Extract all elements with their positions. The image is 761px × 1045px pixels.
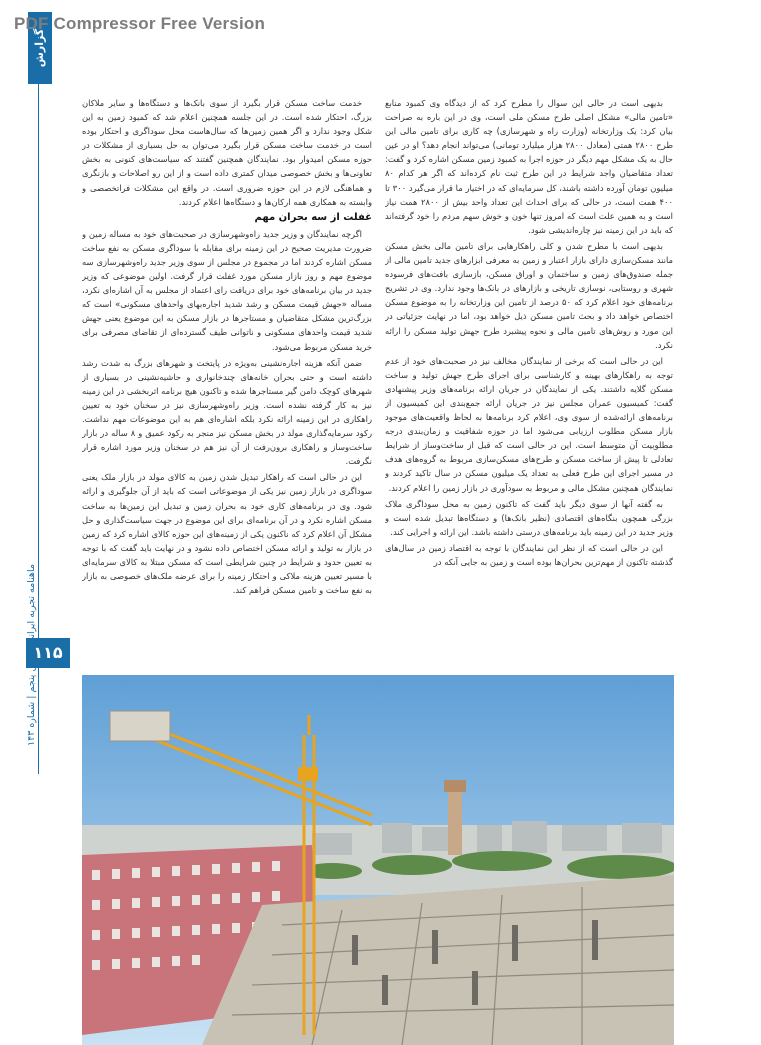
paragraph: خدمت ساخت مسکن قرار بگیرد از سوی بانک‌ها و دستگاه‌ها و سایر ملاکان بزرگ، احتکار شده است. در این جلسه همچنین اعلام شد که کمبود زمین به این شکل وجود ندارد و اگر همین زمین‌ها که سال‌هاست محل سوداگری و احتکار بوده است در خدمت ساخت مسکن قرار بگیرد می‌توان به حل بسیاری از مشکلات در حوزه مسکن امیدوار بود. نمایندگان همچنین گفتند که سیاست‌های کنونی به بخش تعاونی‌ها و بخش خصوصی میدان کمتری داده است و از این رو اصلاحات و بازنگری و هماهنگی لازم در این حوزه ضروری است. در واقع این مشکلات فراتخصصی و وابسته به همکاری همه ارکان‌ها و دستگاه‌ها اعلام کردند. [82,98,372,207]
construction-site-photo [82,675,674,1045]
paragraph: اگرچه نمایندگان و وزیر جدید راه‌وشهرسازی در صحبت‌های خود به مساله زمین و ضرورت مدیریت صحیح در این زمینه برای مقابله با سوداگری مسکن به نفع ساخت مسکن اشاره کردند اما در مجموع در مجلس از سوی وزیر جدید راه‌وشهرسازی سه موضوع مهم و روز بازار مسکن مورد غفلت قرار گرفت. اولین موضوعی که وزیر جدید در بیان برنامه‌های خود برای دریافت رای اعتماد از مجلس به آن اشاره‌ای نکرد، مساله «جهش قیمت مسکن و رشد شدید اجاره‌بهای واحدهای مسکونی» است که بزرگ‌ترین مشکل متقاضیان و مستاجرها در بازار مسکن به این موضوع یعنی جهش شدید قیمت واحدهای مسکونی و ناتوانی طیف گسترده‌ای از تقاضای مصرفی برای خرید مسکن مربوط می‌شود. [82,228,372,352]
section-heading: غفلت از سه بحران مهم [254,211,372,223]
watermark: PDF Compressor Free Version [14,14,266,33]
text-column-left [82,96,372,666]
text-column-right [385,96,673,666]
sidebar-divider-top [38,84,39,774]
paragraph: ضمن آنکه هزینه اجاره‌نشینی به‌ویژه در پایتخت و شهرهای بزرگ به شدت رشد داشته است و حتی بحران خانه‌های چندخانواری و حاشیه‌نشینی در بسیاری از شهرهای کوچک دامن گیر مستاجرها شده و تاکنون هیچ برنامه اثربخشی در این زمینه نیز به کار گرفته نشده است. وزیر راه‌وشهرسازی نیز در سخنان خود به تعیین راهکاری در این زمینه ارائه نکرد بلکه اشاره‌ای هم به این موضوعات مهم نداشت. رکود سرمایه‌گذاری مولد در بخش مسکن نیز منجر به رکود عمیق و ۸ ساله در بازار ساخت‌وساز و راهکاری برون‌رفت از آن نیز هم در سخنان وزیر مورد اشاره قرار نگرفت. [82,357,372,467]
paragraph: این در حالی است که برخی از نمایندگان مخالف نیز در صحبت‌های خود از عدم توجه به راهکارهای بهینه و کارشناسی برای اجرای طرح جهش تولید و ساخت مسکن گلایه داشتند. یکی از نمایندگان در جریان ارائه برنامه‌های وزیر پیشنهادی گفت: کمیسیون عمران مجلس نیز در جریان ارائه جمع‌بندی این کمیسیون از برنامه‌های ارائه‌شده از سوی وی، اعلام کرد برنامه‌ها به لحاظ واقعیت‌های موجود بازار مسکن مطلوب ارزیابی می‌شود اما در حوزه شفافیت و زمان‌بندی درجه مطلوبیت آن متوسط است. این در حالی است که قبل از ساخت‌وساز از شرایط تعادلی تا پیش از ساخت مسکن و طرح‌های مسکن‌سازی مربوط به گروه‌های هدف در مسیر اجرای این طرح فعلی به تعداد یک میلیون مسکن در سال تاکید کردند و نمایندگان همچنین مشکل مالی و مربوط به سودآوری در بازار زمین را اعلام کردند. [385,355,673,493]
page-number: ۱۱۵ [26,638,70,668]
sidebar-issue-text: ماهنامه تجربه ایرانی پنجم | شماره ۱۴۳ [26,564,37,746]
water-tower [448,785,462,855]
paragraph: این در حالی است که از نظر این نمایندگان با توجه به اقتصاد زمین در سال‌های گذشته تاکنون از مهم‌ترین بحران‌ها بوده است و زمین به جایی آنکه در [385,542,673,567]
crane-counterweight [110,711,170,741]
paragraph: این در حالی است که راهکار تبدیل شدن زمین به کالای مولد در بازار ملک یعنی سوداگری در بازار زمین نیز یکی از موضوعاتی است که باید از آن جلوگیری و ارائه شود. وی در برنامه‌های کاری خود به بحران زمین و تبدیل این زمین‌ها به ساخت مسکن اشاره نکرد و در آن برنامه‌ای برای این موضوع در جهت سیاست‌گذاری و حل مشکل آن اعلام کرد که ناکنون یکی از زمینه‌های این حوزه کالای اشاره کرد که زمین در بازار به تولید و ارائه مسکن اختصاص داده نشود و در نهایت باید گفت که با توجه به تعیین حدود و شرایط در چنین شرایطی است که مسکن مبتلا به کالای سرمایه‌ای با مسیر تعیین هزینه ملاکی و احتکار زمینه را برای عرضه ملک‌های خصوصی به بازار به نفع ساخت و تامین مسکن فراهم کند. [82,472,372,596]
paragraph: به گفته آنها از سوی دیگر باید گفت که تاکنون زمین به محل سوداگری ملاک بزرگی همچون بنگاه‌های اقتصادی (نظیر بانک‌ها) و دستگاه‌ها تبدیل شده است و وزیر جدید در این زمینه باید برنامه‌های درستی داشته باشد. این ارائه و اجرایی کند. [385,498,673,537]
section-label: گزارش [33,28,46,68]
paragraph: بدیهی است در حالی این سوال را مطرح کرد که از دیدگاه وی کمبود منابع «تامین مالی» مشکل اصلی طرح مسکن ملی است، وی در این باره به صراحت بیان کرد: یک وزارتخانه (وزارت راه و شهرسازی) چه کاری برای تامین مالی این طرح ۲۸۰۰ همتی (معادل ۲۸۰۰ هزار میلیارد تومانی) می‌تواند انجام دهد؟ او در عین حال به یک مشکل مهم دیگر در حوزه اجرا به کمبود زمین مسکن اشاره کرد و گفت: تعداد متقاضیان واجد شرایط در این طرح ثبت نام کرده‌اند که اگر هر کدام ۸۰ میلیون تومان آورده داشته باشند، کل سرمایه‌ای که در اختیار ما قرار می‌گیرد ۳۰۰ تا ۴۰۰ همت است، در حالی که برای احداث این تعداد واحد بیش از ۲۸۰۰ همت نیاز است و به همین علت است که امروز تنها خون و خوش سهم مردم را خود گرفته‌اند که باید در این زمینه نیز چاره‌اندیشی شود. [385,98,673,235]
paragraph: بدیهی است با مطرح شدن و کلی راهکارهایی برای تامین مالی بخش مسکن مانند مسکن‌سازی دارای بازار اعتبار و زمین به معرفی ابزارهای جدید تامین مالی از جمله صندوق‌های زمین و ساختمان و اوراق مسکن، بازسازی بافت‌های فرسوده شهری و روستایی، نوسازی تاریخی و بازارهای در بانک‌ها وجود ندارد. وی در تشریح برنامه‌های خود اعلام کرد که ۵۰ درصد از تامین این وزارتخانه را به موضوع مسکن اختصاص خواهد داد و بحث تامین مسکن ذیل خواهد بود، اما در نهایت جزئیاتی در این مورد و روش‌های تامین مالی و نحوه پیشبرد طرح جهش تولید مسکن را ارائه نکرد. [385,240,673,350]
crane-cab [298,767,318,781]
